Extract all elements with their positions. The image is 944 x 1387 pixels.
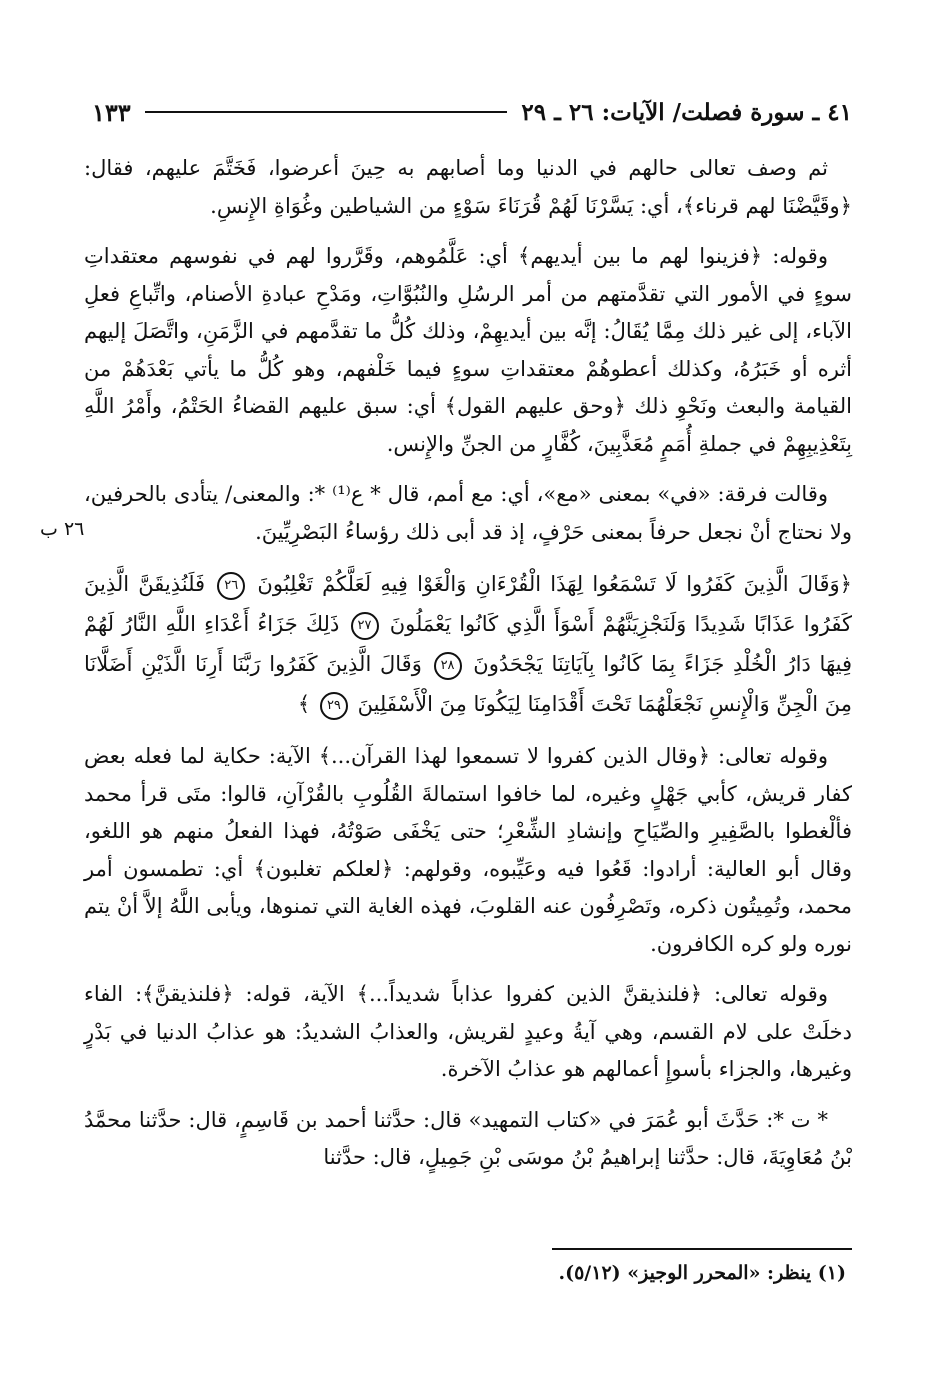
footnote: (١) ينظر: «المحرر الوجيز» (٥/١٢). — [558, 1262, 846, 1284]
running-title: ٤١ ـ سورة فصلت/ الآيات: ٢٦ ـ ٢٩ — [521, 98, 852, 126]
page-header — [92, 92, 852, 132]
verse-text-28: ذَلِكَ جَزَاءُ أَعْدَاءِ اللَّهِ النَّارُ لَهُمْ فِيهَا دَارُ الْخُلْدِ جَزَاءً بِمَا كَانُوا بِآيَاتِنَا يَجْحَدُونَ — [84, 612, 852, 676]
main-text — [84, 150, 852, 1190]
verse-number-marker: ٢٩ — [320, 692, 348, 720]
verse-text-26: ﴿وَقَالَ الَّذِينَ كَفَرُوا لَا تَسْمَعُوا لِهَذَا الْقُرْءَانِ وَالْغَوْا فِيهِ لَعَلَّكُمْ تَغْلِبُونَ — [257, 572, 852, 596]
paragraph-5: وقوله تعالى: ﴿فلنذيقنَّ الذين كفروا عذاباً شديداً...﴾ الآية، قوله: ﴿فلنذيقنَّ﴾: الفاء دخلَتْ على لام القسم، وهي آيةُ وعيدٍ لقريش، والعذابُ الشديدُ: هو عذابُ الدنيا في بَدْرٍ وغيرها، والجزاء بأسوإِ أعمالهم هو عذابُ الآخرة. — [84, 982, 852, 1081]
paragraph-3: وقالت فرقة: «في» بمعنى «مع»، أي: مع أمم، قال * ع⁽¹⁾ *: والمعنى/ يتأدى بالحرفين، ولا نحتاج أنْ نجعل حرفاً بمعنى حَرْفٍ، إذ قد أبى ذلك رؤساءُ البَصْرِيِّينَ. — [84, 482, 852, 544]
quran-verses — [84, 564, 852, 724]
footnote-rule — [552, 1248, 852, 1250]
verse-closing-bracket: ﴾ — [297, 692, 311, 716]
paragraph-6: * ت *: حَدَّثَ أبو عُمَرَ في «كتاب التمهيد» قال: حدَّثنا أحمد بن قَاسِمٍ، قال: حدَّثنا محمَّدُ بْنُ مُعَاوِيَةَ، قال: حدَّثنا إبراهيمُ بْنُ موسَى بْنِ جَمِيلٍ، قال: حدَّثنا — [84, 1107, 852, 1169]
verse-number-marker: ٢٨ — [434, 652, 462, 680]
verse-text-27: فَلَنُذِيقَنَّ الَّذِينَ كَفَرُوا عَذَابًا شَدِيدًا وَلَنَجْزِيَنَّهُمْ أَسْوَأَ الَّذِي كَانُوا يَعْمَلُونَ — [84, 572, 852, 636]
verse-text-29: وَقَالَ الَّذِينَ كَفَرُوا رَبَّنَا أَرِنَا الَّذَيْنِ أَضَلَّانَا مِنَ الْجِنِّ وَالْإِنسِ نَجْعَلْهُمَا تَحْتَ أَقْدَامِنَا لِيَكُونَا مِنَ الْأَسْفَلِينَ — [84, 652, 852, 716]
margin-folio-note: ٢٦ ب — [40, 518, 85, 540]
verse-number-marker: ٢٦ — [217, 572, 245, 600]
paragraph-4: وقوله تعالى: ﴿وقال الذين كفروا لا تسمعوا لهذا القرآن...﴾ الآية: حكاية لما فعله بعض كفار قريش، كأبي جَهْلٍ وغيره، لما خافوا استمالةَ القُلُوبِ بالقُرْآنِ، قالوا: متَى قرأ محمد فألْغطوا بالصَّفِيرِ والصِّيَاحِ وإنشادِ الشِّعْرِ؛ حتى يَخْفَى صَوْتُهُ، فهذا الفعلُ منهم هو اللغو، وقال أبو العالية: أرادوا: قَعُوا فيه وعَيِّبوه، وقولهم: ﴿لعلكم تغلبون﴾ أي: تطمسون أمر محمد، وتُمِيتُون ذكره، وتَصْرِفُون عنه القلوبَ، فهذه الغاية التي تمنوها، ويأبى اللَّهُ إلاَّ أنْ يتم نوره ولو كره الكافرون. — [84, 744, 852, 956]
verse-number-marker: ٢٧ — [351, 612, 379, 640]
page-number: ١٣٣ — [92, 97, 131, 127]
paragraph-1: ثم وصف تعالى حالهم في الدنيا وما أصابهم به حِينَ أعرضوا، فَخَتَّمَ عليهم، فقال: ﴿وقَيَّضْنَا لهم قرناء﴾، أي: يَسَّرْنَا لَهُمْ قُرَنَاءَ سَوْءٍ من الشياطين وغُوَاةِ الإِنسِ. — [84, 156, 852, 218]
paragraph-2: وقوله: ﴿فزينوا لهم ما بين أيديهم﴾ أي: عَلَّمُوهم، وقَرَّروا لهم في نفوسهم معتقداتِ سوءٍ في الأمور التي تقدَّمتهم من أمر الرسُلِ والنُبُوَّاتِ، ومَدْحِ عبادةِ الأصنام، واتِّباعِ فعلِ الآباء، إلى غير ذلك مِمَّا يُقَالُ: إنَّه بين أيديهِمْ، وذلك كُلُّ ما تقدَّمهم في الزَّمَنِ، واتَّصَلَ إليهم أثره أو خَبَرُهُ، وكذلك أعطوهُمْ معتقداتِ سوءٍ فيما خَلْفهم، وهو كُلُّ ما يأتي بَعْدَهُمْ من القيامة والبعث ونَحْوِ ذلك ﴿وحق عليهم القول﴾ أي: سبق عليهم القضاءُ الحَتْمُ، وأَمْرُ اللَّهِ بِتَعْذِيبِهِمْ في جملةِ أُمَمٍ مُعَذَّبِينَ، كُفَّارٍ من الجنِّ والإِنس. — [84, 244, 852, 456]
header-rule — [145, 111, 508, 113]
